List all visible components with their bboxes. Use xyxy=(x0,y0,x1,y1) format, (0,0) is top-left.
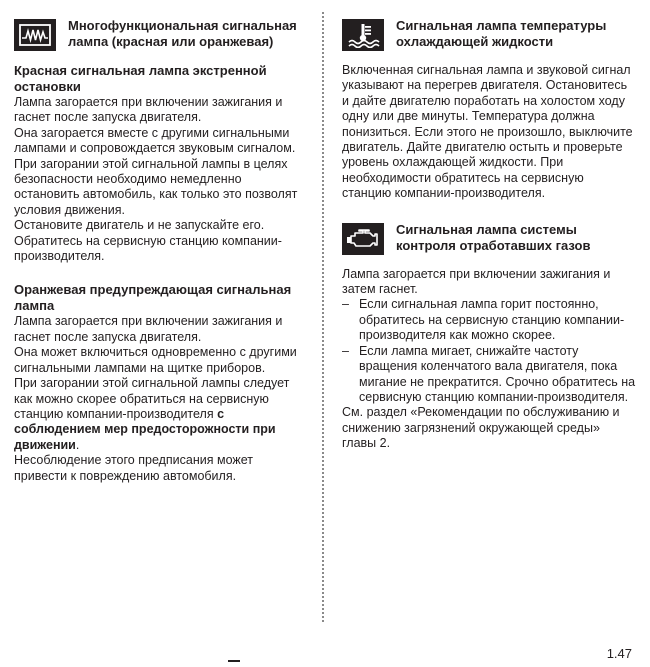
right-column xyxy=(342,18,636,452)
emission-lamp-header xyxy=(342,222,636,255)
paragraph-end: . xyxy=(75,437,80,452)
footer-mark xyxy=(228,660,240,662)
caution-emphasis: с соблюдением мер предосторожности при движении xyxy=(14,406,276,452)
paragraph: Она может включиться одновременно с другими сигнальными лампами на щитке приборов. xyxy=(14,345,297,375)
paragraph: Включенная сигнальная лампа и звуковой сигнал указывают на перегрев двигателя. Остановитесь и дайте двигателю поработать на холостом ходу одну или две минуты. Температура должна понизиться. Если этого не произошло, выключите двигатель. Дайте двигателю остыть и проверьте уровень охлаждающей жидкости. При необходимости обратитесь на сервисную станцию компании-производителя. xyxy=(342,63,633,201)
dash-marker: – xyxy=(342,343,349,358)
paragraph: Лампа загорается при включении зажигания и затем гаснет. xyxy=(342,266,611,297)
emission-lamp-title: Сигнальная лампа системы контроля отработавших газов xyxy=(396,221,591,253)
column-divider xyxy=(322,12,324,622)
paragraph: См. раздел «Рекомендации по обслуживанию и снижению загрязнений окружающей среды» главы 2. xyxy=(342,405,620,451)
list-item xyxy=(342,297,636,343)
paragraph xyxy=(14,376,308,453)
paragraph: Лампа загорается при включении зажигания и гаснет после запуска двигателя. xyxy=(14,314,283,344)
paragraph: Она загорается вместе с другими сигнальными лампами и сопровождается звуковым сигналом. xyxy=(14,125,296,156)
paragraph: Лампа загорается при включении зажигания и гаснет после запуска двигателя. xyxy=(14,95,283,125)
multifunction-lamp-title: Многофункциональная сигнальная лампа (красная или оранжевая) xyxy=(68,18,297,49)
coolant-lamp-title: Сигнальная лампа температуры охлаждающей жидкости xyxy=(396,18,607,49)
coolant-temperature-icon xyxy=(342,19,384,51)
orange-warning-lamp-heading: Оранжевая предупреждающая сигнальная лампа xyxy=(14,282,292,314)
list-item-text: Если сигнальная лампа горит постоянно, обратитесь на сервисную станцию компании-производителя как можно скорее. xyxy=(359,297,625,343)
paragraph: Обратитесь на сервисную станцию компании-производителя. xyxy=(14,233,282,264)
red-stop-lamp-heading: Красная сигнальная лампа экстренной остановки xyxy=(14,63,267,94)
multifunction-lamp-header xyxy=(14,18,308,51)
paragraph: Остановите двигатель и не запускайте его. xyxy=(14,218,265,233)
paragraph-text: При загорании этой сигнальной лампы следует как можно скорее обратиться на сервисную станцию компании-производителя xyxy=(14,376,290,421)
check-engine-icon xyxy=(342,223,384,255)
waveform-warning-icon xyxy=(14,19,56,51)
list-item xyxy=(342,344,636,406)
emission-list xyxy=(342,297,636,405)
dash-marker: – xyxy=(342,297,349,312)
list-item-text: Если лампа мигает, снижайте частоту вращения коленчатого вала двигателя, пока мигание не прекратится. Срочно обратитесь на сервисную станцию компании-производителя. xyxy=(359,343,636,404)
paragraph: При загорании этой сигнальной лампы в целях безопасности необходимо немедленно остановить автомобиль, как только это позволят условия движения. xyxy=(14,156,298,217)
left-column xyxy=(14,18,308,484)
paragraph: Несоблюдение этого предписания может привести к повреждению автомобиля. xyxy=(14,453,254,483)
coolant-lamp-header xyxy=(342,18,636,51)
page-number: 1.47 xyxy=(606,646,632,661)
